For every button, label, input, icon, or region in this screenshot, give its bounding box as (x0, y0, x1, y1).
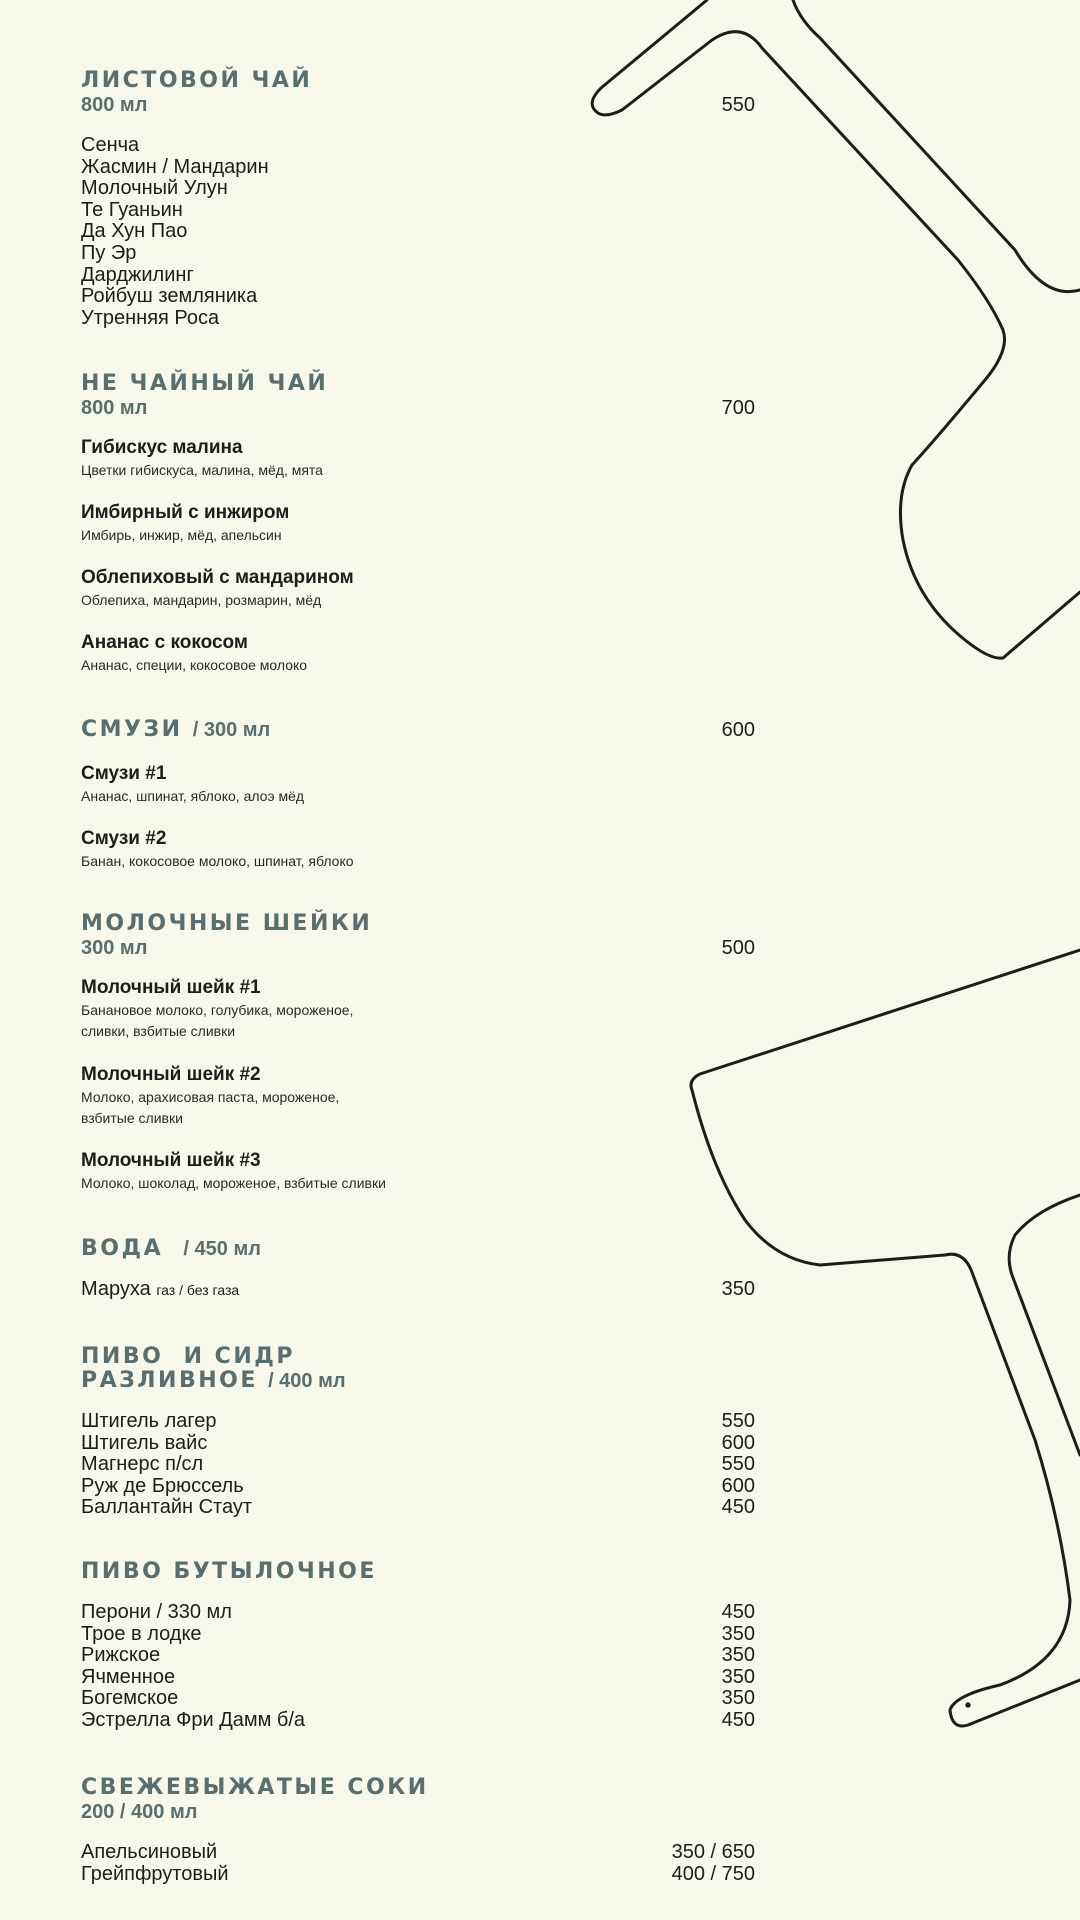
list-item: Смузи #1 Ананас, шпинат, яблоко, алоэ мёд (81, 763, 305, 804)
list-item: Молочный Улун (81, 177, 228, 200)
section-title: МОЛОЧНЫЕ ШЕЙКИ (81, 911, 373, 936)
milkshake-items (81, 976, 755, 1194)
list-item: Молочный шейк #3 Молоко, шоколад, мороженое, взбитые сливки (81, 1150, 386, 1191)
list-item: Ананас с кокосом Ананас, специи, кокосовое молоко (81, 632, 308, 673)
smoothie-items (81, 762, 755, 872)
list-item: Баллантайн Стаут 450 (81, 1496, 755, 1519)
section-volume: 800 мл (81, 397, 148, 419)
section-title: СМУЗИ / 300 мл (81, 717, 271, 742)
section-smoothie (81, 717, 755, 869)
list-item: Штигель лагер 550 (81, 1410, 755, 1432)
section-title: ЛИСТОВОЙ ЧАЙ (81, 68, 313, 93)
tea-list (81, 135, 755, 329)
list-item: Перони / 330 мл 450 (81, 1601, 755, 1623)
list-item: Дарджилинг (81, 263, 194, 286)
section-volume: / 450 мл (183, 1238, 261, 1260)
item-price: 550 (721, 1410, 755, 1432)
section-title: ПИВО БУТЫЛОЧНОЕ (81, 1559, 377, 1584)
list-item: Маруха газ / без газа 350 (81, 1278, 755, 1300)
bottled-beer-list (81, 1602, 755, 1732)
list-item: Жасмин / Мандарин (81, 155, 269, 178)
list-item: Богемское 350 (81, 1687, 755, 1710)
section-price: 700 (721, 397, 755, 419)
item-price: 350 (721, 1665, 755, 1688)
list-item: Молочный шейк #2 Молоко, арахисовая паста, мороженое, взбитые сливки (81, 1064, 340, 1126)
item-price: 400 / 750 (671, 1862, 755, 1885)
section-title: ВОДА / 450 мл (81, 1236, 261, 1261)
list-item: Рижское 350 (81, 1644, 755, 1667)
section-volume: / 300 мл (192, 719, 271, 741)
draft-beer-list (81, 1411, 755, 1519)
section-volume: 300 мл (81, 937, 148, 959)
list-item: Те Гуаньин (81, 198, 183, 221)
item-price: 450 (721, 1496, 755, 1519)
list-item: Пу Эр (81, 241, 137, 264)
section-water (81, 1236, 755, 1300)
section-title: НЕ ЧАЙНЫЙ ЧАЙ (81, 371, 329, 396)
item-price: 550 (721, 1453, 755, 1476)
list-item: Молочный шейк #1 Банановое молоко, голубика, мороженое, сливки, взбитые сливки (81, 977, 354, 1039)
section-volume: 200 / 400 мл (81, 1801, 198, 1823)
list-item: Гибискус малина Цветки гибискуса, малина, мёд, мята (81, 437, 323, 478)
list-item: Грейпфрутовый 400 / 750 (81, 1862, 755, 1885)
section-draft-beer (81, 1344, 755, 1519)
list-item: Апельсиновый 350 / 650 (81, 1841, 755, 1863)
list-item: Трое в лодке 350 (81, 1622, 755, 1645)
section-leaf-tea (81, 68, 755, 329)
list-item: Утренняя Роса (81, 306, 220, 329)
section-price: 600 (721, 719, 755, 741)
list-item: Эстрелла Фри Дамм б/а 450 (81, 1708, 755, 1731)
item-price: 600 (721, 1431, 755, 1454)
item-price: 350 (721, 1622, 755, 1645)
section-bottled-beer (81, 1559, 755, 1731)
list-item: Ройбуш земляника (81, 285, 258, 308)
section-milkshakes (81, 911, 755, 1191)
section-volume: / 400 мл (268, 1370, 346, 1392)
item-price: 350 (721, 1644, 755, 1667)
section-price: 550 (721, 94, 755, 116)
section-non-tea (81, 371, 755, 673)
section-title: ПИВО И СИДР (81, 1344, 295, 1369)
section-juices (81, 1775, 755, 1885)
section-title: СВЕЖЕВЫЖАТЫЕ СОКИ (81, 1775, 429, 1800)
section-title-line2: РАЗЛИВНОЕ / 400 мл (81, 1368, 346, 1393)
non-tea-items (81, 436, 755, 676)
section-price: 500 (721, 937, 755, 959)
list-item: Смузи #2 Банан, кокосовое молоко, шпинат, яблоко (81, 828, 354, 869)
item-price: 350 / 650 (671, 1841, 755, 1863)
list-item: Сенча (81, 134, 140, 156)
list-item: Облепиховый с мандарином Облепиха, мандарин, розмарин, мёд (81, 567, 354, 608)
list-item: Имбирный с инжиром Имбирь, инжир, мёд, апельсин (81, 502, 290, 543)
list-item: Магнерс п/сл 550 (81, 1453, 755, 1476)
list-item: Руж де Брюссель 600 (81, 1474, 755, 1497)
item-price: 350 (721, 1687, 755, 1710)
list-item: Да Хун Пао (81, 220, 188, 243)
item-price: 600 (721, 1474, 755, 1497)
item-price: 450 (721, 1708, 755, 1731)
list-item: Штигель вайс 600 (81, 1431, 755, 1454)
section-volume: 800 мл (81, 94, 148, 116)
juice-list (81, 1842, 755, 1885)
water-list (81, 1279, 755, 1302)
item-price: 450 (721, 1601, 755, 1623)
list-item: Ячменное 350 (81, 1665, 755, 1688)
item-price: 350 (721, 1278, 755, 1300)
